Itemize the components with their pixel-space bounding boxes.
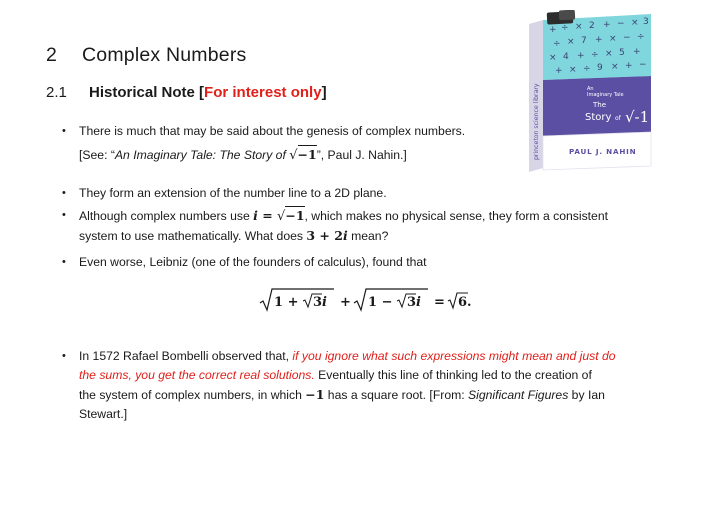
- svg-text:1 +: [274, 295, 298, 310]
- svg-text:÷: ÷: [637, 32, 645, 42]
- svg-text:−: −: [639, 60, 647, 70]
- book-subtitle-1: An: [587, 86, 594, 92]
- book-subtitle-2: Imaginary Tale: [587, 92, 624, 98]
- subsection-number: 2.1: [46, 84, 67, 101]
- bullet-dot: •: [62, 350, 66, 362]
- svg-text:−: −: [617, 19, 625, 29]
- list-item: [62, 347, 662, 424]
- svg-text:+: +: [633, 47, 641, 57]
- list-item: [62, 206, 662, 246]
- svg-text:×: ×: [569, 65, 577, 75]
- bullet-5-line-2: the sums, you get the correct real solutions. Eventually this line of thinking led to the creation of: [79, 368, 592, 382]
- bullet-3-line-1: Although complex numbers use i = √−1, which makes no physical sense, they form a consistent: [79, 208, 608, 224]
- bullet-1-line-1: There is much that may be said about the genesis of complex numbers.: [79, 124, 466, 138]
- svg-text:÷: ÷: [591, 50, 599, 60]
- section-title: Complex Numbers: [82, 44, 247, 66]
- eq-six: 6: [458, 295, 468, 310]
- list-item: [62, 184, 662, 203]
- svg-text:+: +: [549, 25, 557, 35]
- svg-text:×: ×: [567, 37, 575, 47]
- svg-text:+: +: [603, 20, 611, 30]
- svg-text:÷: ÷: [583, 64, 591, 74]
- svg-text:×: ×: [611, 62, 619, 72]
- svg-text:÷: ÷: [553, 39, 561, 49]
- svg-text:÷: ÷: [561, 23, 569, 33]
- bullet-dot: •: [62, 125, 66, 137]
- svg-text:2: 2: [589, 21, 595, 31]
- eq-i-a: i: [322, 295, 327, 310]
- section-number: 2: [46, 44, 58, 66]
- bullet-4-text: Even worse, Leibniz (one of the founders of calculus), found that: [79, 255, 427, 269]
- bullet-dot: •: [62, 209, 66, 221]
- eq-equals: =: [434, 295, 445, 310]
- bullet-5-line-4: Stewart.]: [79, 407, 128, 421]
- bullet-1-line-2: [See: “An Imaginary Tale: The Story of √−1”, Paul J. Nahin.]: [79, 147, 407, 163]
- svg-text:×: ×: [549, 53, 557, 63]
- svg-text:×: ×: [631, 18, 639, 28]
- eq-period: .: [467, 295, 472, 310]
- book-title-the: The: [593, 101, 607, 109]
- subsection-title: Historical Note: [89, 84, 195, 101]
- leibniz-equation: [250, 287, 490, 313]
- svg-text:9: 9: [597, 63, 603, 73]
- svg-text:+: +: [577, 51, 585, 61]
- section-heading: [46, 44, 246, 67]
- svg-text:4: 4: [563, 52, 569, 62]
- eq-i-b: i: [416, 295, 421, 310]
- eq-three-b: 3: [407, 295, 417, 310]
- list-item: [62, 122, 662, 165]
- svg-text:×: ×: [575, 22, 583, 32]
- subsection-note: [For interest only]: [199, 84, 327, 101]
- book-title-story: Story: [585, 112, 612, 123]
- svg-text:×: ×: [605, 49, 613, 59]
- subsection-heading: [46, 84, 327, 101]
- eq-one-plus: 1 +: [274, 295, 299, 310]
- svg-text:+: +: [595, 35, 603, 45]
- book-series-label: princeton science library: [533, 83, 540, 160]
- svg-text:7: 7: [581, 36, 587, 46]
- svg-text:×: ×: [609, 34, 617, 44]
- bullet-5-line-3: the system of complex numbers, in which −1 has a square root. [From: Significant Figures by Ian: [79, 387, 605, 402]
- svg-text:+: +: [625, 61, 633, 71]
- svg-text:−: −: [623, 33, 631, 43]
- svg-text:+: +: [555, 66, 563, 76]
- eq-plus: +: [340, 295, 351, 310]
- list-item: [62, 253, 662, 272]
- svg-text:3: 3: [643, 17, 649, 27]
- bullet-dot: •: [62, 256, 66, 268]
- svg-text:5: 5: [619, 48, 625, 58]
- bullet-3-line-2: system to use mathematically. What does 3 + 2i mean?: [79, 228, 389, 243]
- book-author: PAUL J. NAHIN: [569, 147, 637, 156]
- eq-one-minus: 1 −: [368, 295, 393, 310]
- bullet-5-line-1: In 1572 Rafael Bombelli observed that, if you ignore what such expressions might mean and just do: [79, 349, 616, 363]
- book-title-of: of: [615, 115, 621, 122]
- sqrt-minus-one: −1: [297, 147, 317, 162]
- eq-three-a: 3: [313, 295, 323, 310]
- bullet-dot: •: [62, 187, 66, 199]
- bullet-2-text: They form an extension of the number line to a 2D plane.: [79, 186, 387, 200]
- book-title-symbol: √-1: [625, 108, 650, 126]
